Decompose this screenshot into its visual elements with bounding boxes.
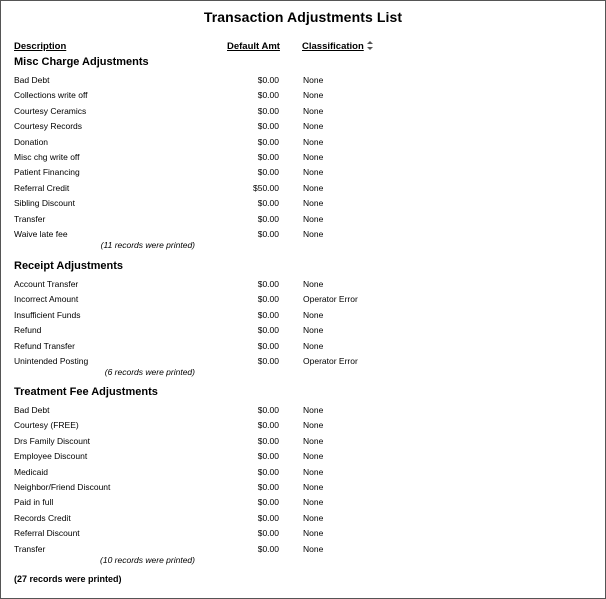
table-row	[1, 527, 605, 539]
row-classification: None	[303, 543, 324, 554]
row-default-amount: $0.00	[257, 75, 279, 85]
table-row	[1, 74, 605, 86]
table-row	[1, 151, 605, 163]
section-records-printed: (6 records were printed)	[104, 367, 195, 378]
section-records-printed: (10 records were printed)	[100, 555, 195, 565]
row-classification: None	[303, 213, 324, 224]
row-classification: None	[303, 325, 324, 336]
report-title: Transaction Adjustments List	[203, 9, 403, 25]
total-records-printed: (27 records were printed)	[14, 574, 122, 584]
row-description: Referral Discount	[14, 528, 80, 539]
table-row	[1, 213, 605, 225]
row-description: Waive late fee	[14, 229, 68, 239]
table-row	[1, 355, 605, 367]
row-classification: None	[303, 405, 324, 415]
table-row	[1, 309, 605, 321]
table-row	[1, 512, 605, 524]
row-classification: None	[303, 198, 324, 209]
table-row	[1, 481, 605, 493]
row-default-amount: $0.00	[257, 229, 279, 239]
row-default-amount: $0.00	[257, 435, 279, 446]
row-default-amount: $0.00	[257, 340, 279, 351]
row-default-amount: $0.00	[257, 543, 279, 554]
row-default-amount: $0.00	[257, 451, 279, 462]
sort-up-down-icon[interactable]	[367, 41, 373, 50]
row-default-amount: $0.00	[257, 356, 279, 366]
table-row	[1, 435, 605, 447]
table-row	[1, 324, 605, 336]
table-row	[1, 105, 605, 117]
row-default-amount: $0.00	[257, 213, 279, 224]
row-classification: None	[303, 435, 324, 446]
row-classification: None	[303, 182, 324, 193]
table-row	[1, 182, 605, 194]
row-classification: Operator Error	[303, 356, 358, 366]
row-description: Courtesy (FREE)	[14, 420, 79, 431]
section-records-printed: (11 records were printed)	[100, 240, 195, 251]
row-description: Refund Transfer	[14, 340, 75, 351]
row-description: Sibling Discount	[14, 198, 75, 209]
section-heading: Receipt Adjustments	[14, 260, 124, 272]
row-description: Transfer	[14, 543, 46, 554]
column-header-classification-label: Classification	[302, 41, 364, 52]
table-row	[1, 120, 605, 132]
row-description: Incorrect Amount	[14, 294, 79, 305]
row-default-amount: $0.00	[257, 512, 279, 523]
row-description: Account Transfer	[14, 279, 79, 289]
row-default-amount: $0.00	[257, 167, 279, 178]
row-default-amount: $0.00	[257, 105, 279, 116]
table-row	[1, 228, 605, 240]
table-row	[1, 496, 605, 508]
row-default-amount: $50.00	[253, 182, 279, 193]
row-description: Referral Credit	[14, 182, 70, 193]
row-default-amount: $0.00	[257, 279, 279, 289]
row-description: Misc chg write off	[14, 152, 80, 162]
table-row	[1, 89, 605, 101]
row-classification: None	[303, 152, 324, 162]
row-classification: None	[303, 512, 324, 523]
row-classification: None	[303, 482, 324, 492]
row-default-amount: $0.00	[257, 466, 279, 477]
row-classification: None	[303, 75, 324, 85]
row-classification: None	[303, 309, 324, 320]
table-row	[1, 543, 605, 555]
column-header-default-amt[interactable]: Default Amt	[227, 41, 280, 52]
row-description: Collections write off	[14, 90, 88, 101]
row-description: Refund	[14, 325, 42, 336]
row-default-amount: $0.00	[257, 420, 279, 431]
row-default-amount: $0.00	[257, 198, 279, 209]
row-default-amount: $0.00	[257, 152, 279, 162]
row-default-amount: $0.00	[257, 405, 279, 415]
row-classification: None	[303, 90, 324, 101]
table-row	[1, 278, 605, 290]
row-description: Records Credit	[14, 512, 71, 523]
row-default-amount: $0.00	[257, 528, 279, 539]
row-classification: None	[303, 105, 324, 116]
row-default-amount: $0.00	[257, 497, 279, 508]
table-row	[1, 466, 605, 478]
column-header-description[interactable]: Description	[14, 41, 67, 52]
table-row	[1, 404, 605, 416]
row-classification: None	[303, 420, 324, 431]
row-classification: None	[303, 497, 324, 508]
row-description: Courtesy Ceramics	[14, 105, 87, 116]
row-description: Medicaid	[14, 466, 49, 477]
row-description: Donation	[14, 136, 49, 147]
table-row	[1, 340, 605, 352]
row-description: Patient Financing	[14, 167, 80, 178]
row-description: Insufficient Funds	[14, 309, 81, 320]
row-description: Paid in full	[14, 497, 54, 508]
row-description: Courtesy Records	[14, 121, 83, 132]
row-classification: None	[303, 528, 324, 539]
row-description: Employee Discount	[14, 451, 88, 462]
row-classification: None	[303, 279, 324, 289]
row-classification: None	[303, 136, 324, 147]
row-classification: None	[303, 451, 324, 462]
row-classification: None	[303, 340, 324, 351]
row-classification: None	[303, 229, 324, 239]
row-description: Drs Family Discount	[14, 435, 91, 446]
column-header-classification[interactable]	[302, 41, 373, 52]
table-row	[1, 293, 605, 305]
table-row	[1, 166, 605, 178]
row-description: Neighbor/Friend Discount	[14, 482, 111, 492]
table-row	[1, 197, 605, 209]
row-default-amount: $0.00	[257, 294, 279, 305]
table-row	[1, 419, 605, 431]
row-default-amount: $0.00	[257, 136, 279, 147]
table-row	[1, 136, 605, 148]
row-default-amount: $0.00	[257, 325, 279, 336]
row-description: Bad Debt	[14, 405, 50, 415]
row-default-amount: $0.00	[257, 309, 279, 320]
row-classification: None	[303, 167, 324, 178]
row-default-amount: $0.00	[257, 90, 279, 101]
section-heading: Treatment Fee Adjustments	[14, 386, 158, 398]
row-description: Bad Debt	[14, 75, 50, 85]
table-row	[1, 450, 605, 462]
row-description: Unintended Posting	[14, 356, 89, 366]
row-classification: None	[303, 121, 324, 132]
section-heading: Misc Charge Adjustments	[14, 56, 149, 68]
row-classification: Operator Error	[303, 294, 358, 305]
row-description: Transfer	[14, 213, 46, 224]
row-classification: None	[303, 466, 324, 477]
row-default-amount: $0.00	[257, 121, 279, 132]
row-default-amount: $0.00	[257, 482, 279, 492]
